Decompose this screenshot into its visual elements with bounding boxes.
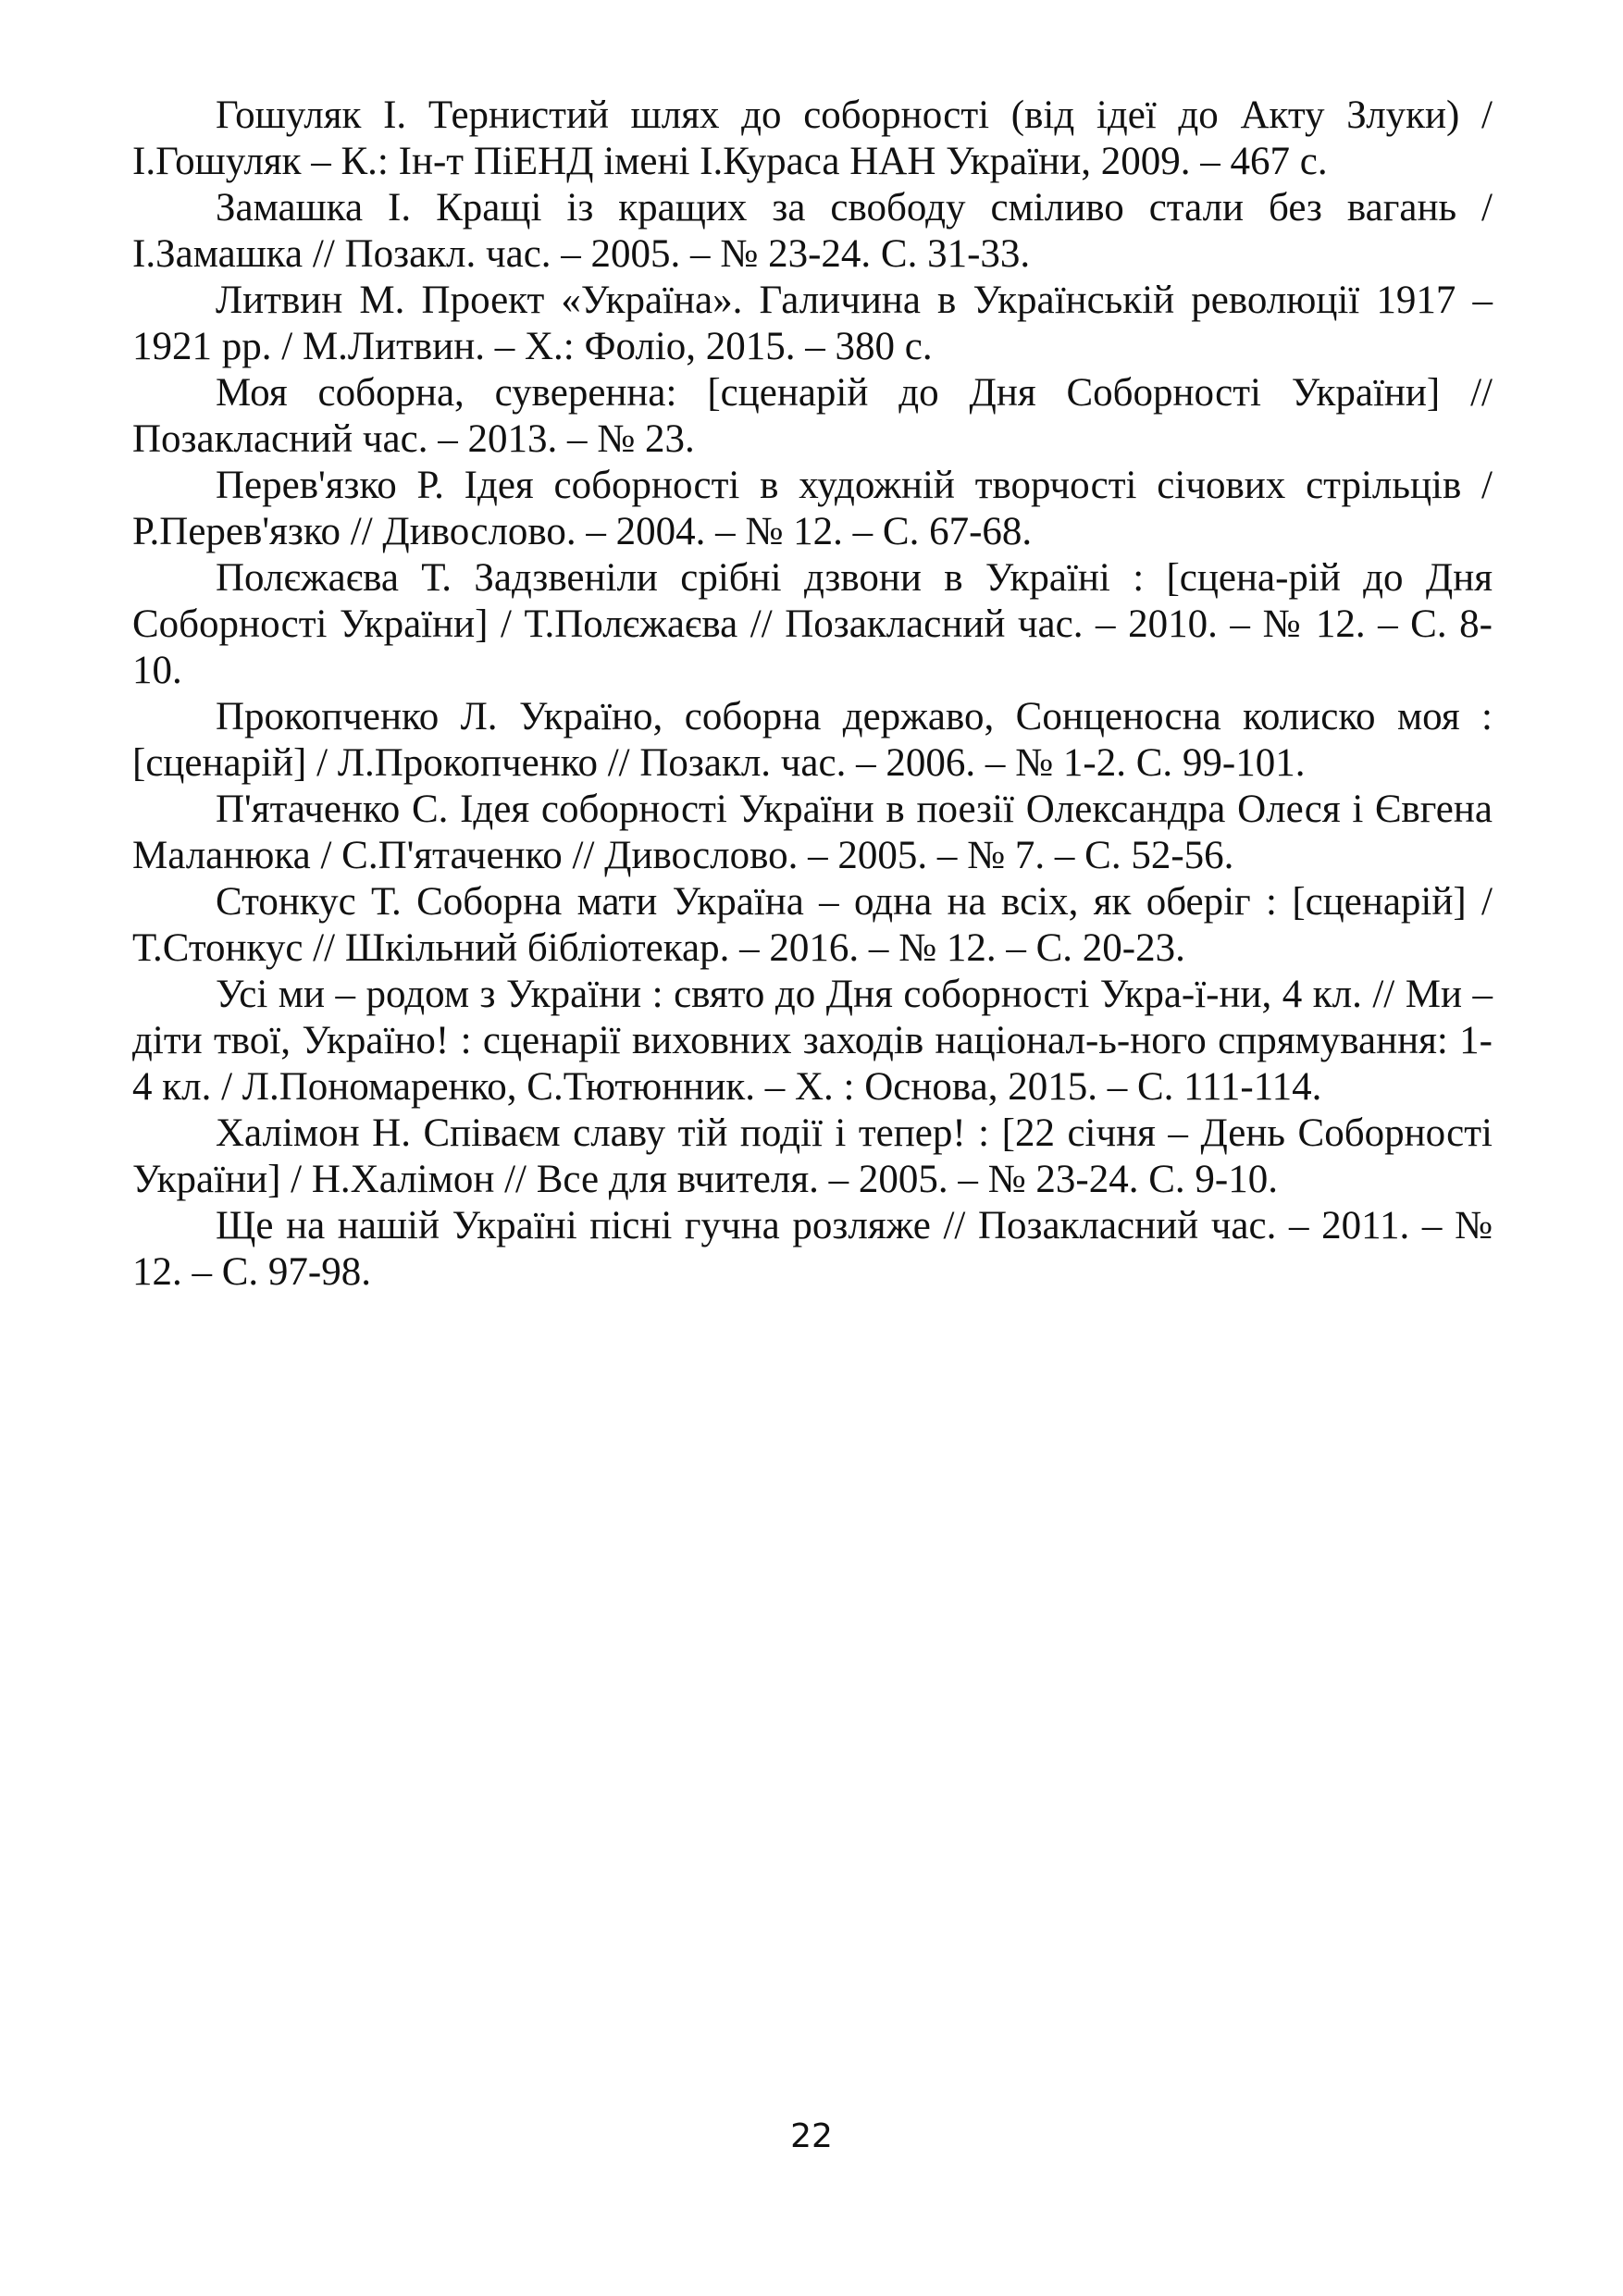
bibliography-entry: Моя соборна, суверенна: [сценарій до Дня Соборності України] // Позакласний час. – 2013. – № 23. — [132, 371, 1493, 461]
page-number: 22 — [790, 2117, 833, 2155]
bibliography-entry: Замашка І. Кращі із кращих за свободу сміливо стали без вагань / І.Замашка // Позакл. час. – 2005. – № 23-24. С. 31-33. — [132, 186, 1493, 276]
bibliography-entry: Прокопченко Л. Україно, соборна державо, Сонценосна колиско моя : [сценарій] / Л.Прокопченко // Позакл. час. – 2006. – № 1-2. С. 99-101. — [132, 695, 1493, 785]
bibliography-entry: Усі ми – родом з України : свято до Дня соборності Укра-ї-ни, 4 кл. // Ми – діти твої, Україно! : сценарії виховних заходів націонал-ь-ного спрямування: 1-4 кл. / Л.Пономаренко, С.Тютюнник. – Х. : Основа, 2015. – С. 111-114. — [132, 973, 1493, 1109]
bibliography-list — [132, 93, 1493, 1296]
bibliography-entry: П'ятаченко С. Ідея соборності України в поезії Олександра Олеся і Євгена Маланюка / С.П'ятаченко // Дивослово. – 2005. – № 7. – С. 52-56. — [132, 788, 1493, 877]
bibliography-entry: Халімон Н. Співаєм славу тій події і тепер! : [22 січня – День Соборності України] / Н.Халімон // Все для вчителя. – 2005. – № 23-24. С. 9-10. — [132, 1111, 1493, 1201]
bibliography-entry: Перев'язко Р. Ідея соборності в художній творчості січових стрільців / Р.Перев'язко // Дивослово. – 2004. – № 12. – С. 67-68. — [132, 464, 1493, 553]
bibliography-entry: Гошуляк І. Тернистий шлях до соборності (від ідеї до Акту Злуки) / І.Гошуляк – К.: Ін-т ПіЕНД імені І.Кураса НАН України, 2009. – 467 с. — [132, 93, 1493, 183]
bibliography-entry: Ще на нашій Україні пісні гучна розляже // Позакласний час. – 2011. – № 12. – С. 97-98. — [132, 1204, 1493, 1294]
bibliography-entry: Стонкус Т. Соборна мати Україна – одна на всіх, як оберіг : [сценарій] / Т.Стонкус // Шкільний бібліотекар. – 2016. – № 12. – С. 20-23. — [132, 880, 1493, 970]
bibliography-entry: Литвин М. Проект «Україна». Галичина в Українській революції 1917 – 1921 рр. / М.Литвин. – Х.: Фоліо, 2015. – 380 с. — [132, 279, 1493, 368]
bibliography-entry: Полєжаєва Т. Задзвеніли срібні дзвони в Україні : [сцена-рій до Дня Соборності України] / Т.Полєжаєва // Позакласний час. – 2010. – № 12. – С. 8-10. — [132, 556, 1493, 692]
